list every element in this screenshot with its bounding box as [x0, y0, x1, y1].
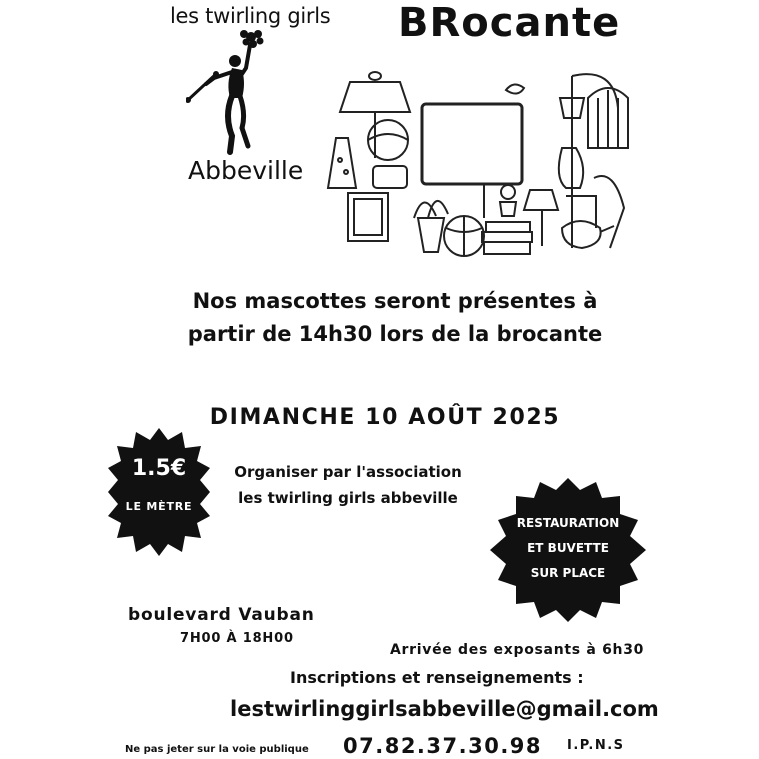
- mascots-line-1: Nos mascottes seront présentes à: [192, 289, 598, 313]
- food-badge-line-2: ET BUVETTE: [527, 541, 609, 555]
- twirler-silhouette-icon: [186, 28, 276, 158]
- organizer-line-1: Organiser par l'association: [234, 463, 462, 481]
- mascots-announcement: [0, 285, 759, 351]
- contact-email[interactable]: lestwirlinggirlsabbeville@gmail.com: [230, 697, 659, 721]
- food-badge: [490, 478, 646, 622]
- disposal-notice: Ne pas jeter sur la voie publique: [125, 744, 309, 755]
- organizer-text: [233, 459, 463, 511]
- price-badge-shape: [108, 428, 210, 556]
- food-badge-line-1: RESTAURATION: [516, 516, 620, 530]
- event-hours: 7H00 À 18H00: [180, 631, 294, 646]
- club-name: les twirling girls: [170, 4, 331, 28]
- food-badge-line-3: SUR PLACE: [530, 566, 606, 580]
- club-city: Abbeville: [188, 156, 304, 185]
- page-title: BRocante: [398, 0, 621, 46]
- mascots-line-2: partir de 14h30 lors de la brocante: [187, 322, 603, 346]
- contact-phone[interactable]: 07.82.37.30.98: [343, 734, 543, 758]
- organizer-line-2: les twirling girls abbeville: [238, 489, 458, 507]
- ipns-mention: I.P.N.S: [567, 738, 625, 753]
- price-unit: LE MÈTRE: [125, 500, 193, 513]
- brocante-items-illustration: [318, 68, 643, 263]
- exhibitor-arrival: Arrivée des exposants à 6h30: [390, 642, 645, 658]
- inscriptions-heading: Inscriptions et renseignements :: [290, 668, 584, 687]
- event-address: boulevard Vauban: [128, 605, 315, 625]
- event-date: DIMANCHE 10 AOÛT 2025: [209, 405, 561, 430]
- price-badge: [108, 428, 210, 556]
- price-value: 1.5€: [131, 456, 187, 481]
